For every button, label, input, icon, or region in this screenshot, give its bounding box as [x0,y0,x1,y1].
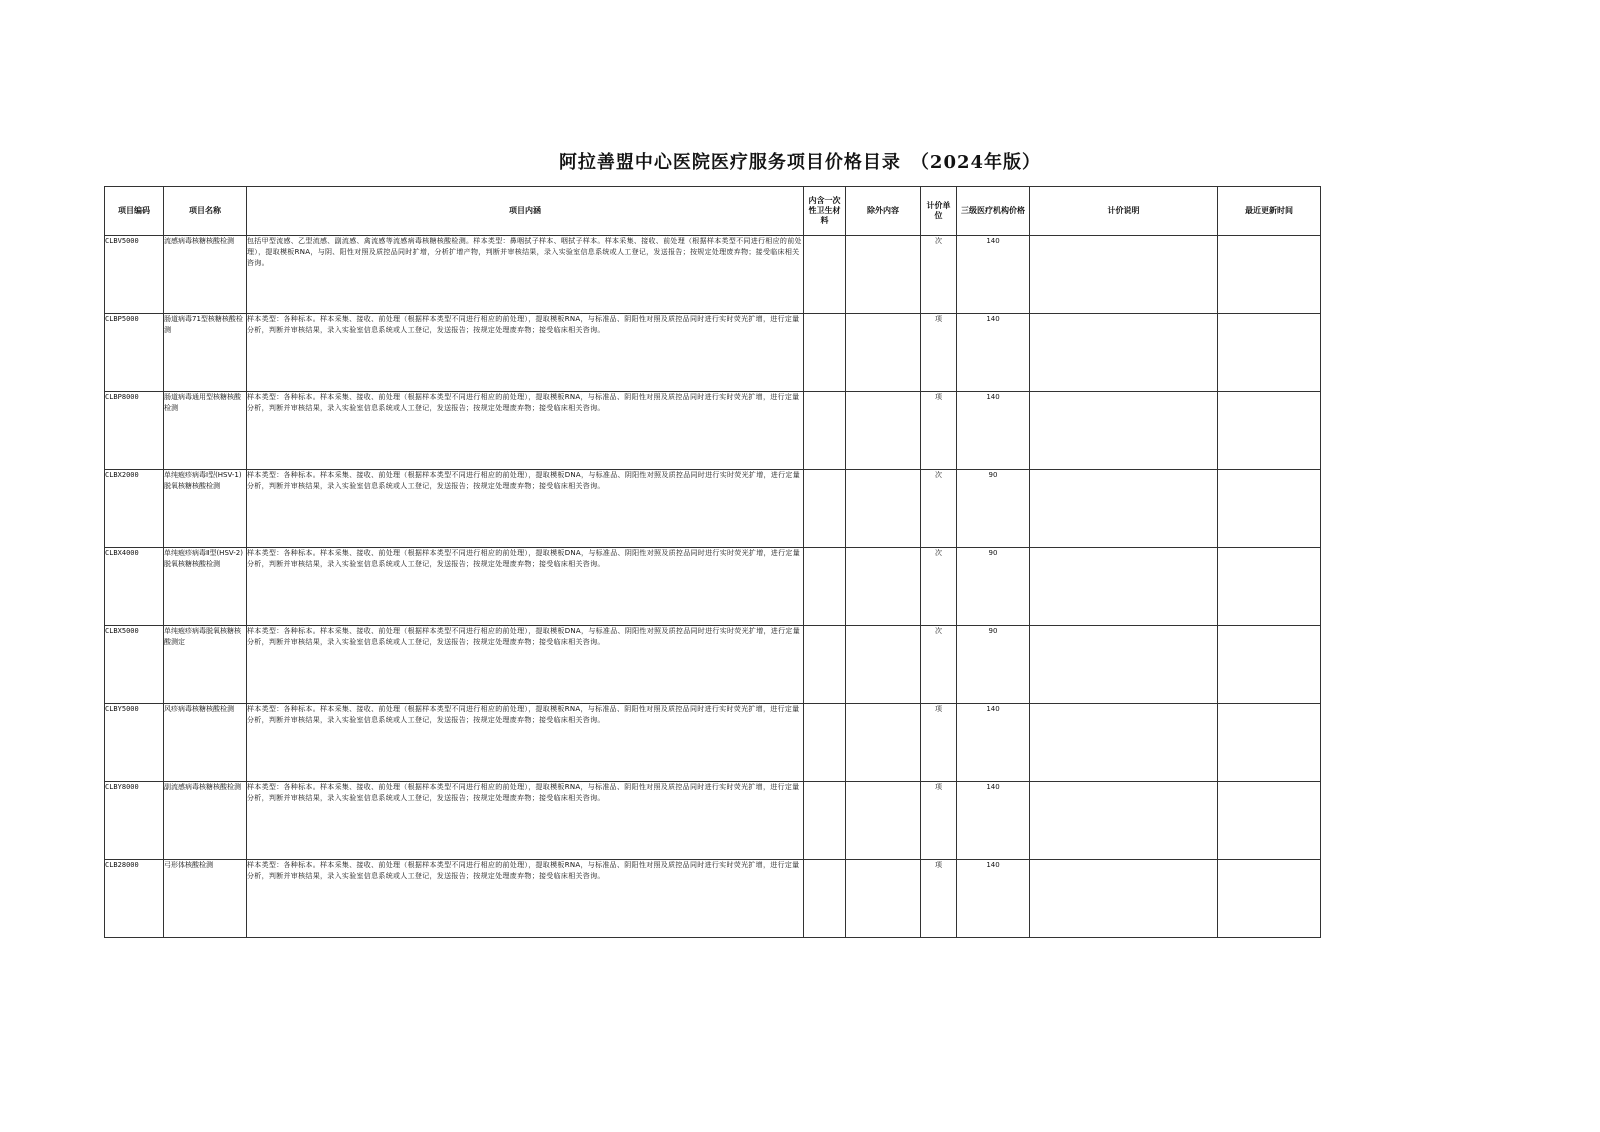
header-material: 内含一次性卫生材料 [804,187,846,236]
cell-price: 140 [957,860,1030,938]
cell-pricing-note [1030,470,1218,548]
cell-code: CLBP5000 [105,314,164,392]
cell-exclusions [846,392,921,470]
cell-unit: 项 [921,704,957,782]
cell-updated [1218,548,1321,626]
cell-name: 副流感病毒核糖核酸检测 [164,782,247,860]
table-body [105,236,1321,938]
cell-content: 样本类型：各种标本。样本采集、接收、前处理（根据样本类型不同进行相应的前处理），提取模板RNA，与标准品、阴阳性对照及质控品同时进行实时荧光扩增，进行定量分析，判断并审核结果，录入实验室信息系统或人工登记，发送报告；按规定处理废弃物；接受临床相关咨询。 [247,392,804,470]
cell-code: CLBY8000 [105,782,164,860]
cell-unit: 项 [921,860,957,938]
cell-code: CLBX5000 [105,626,164,704]
cell-name: 单纯疱疹病毒Ⅱ型(HSV-2)脱氧核糖核酸检测 [164,548,247,626]
cell-content: 样本类型：各种标本。样本采集、接收、前处理（根据样本类型不同进行相应的前处理），提取模板DNA，与标准品、阴阳性对照及质控品同时进行实时荧光扩增，进行定量分析，判断并审核结果，录入实验室信息系统或人工登记，发送报告；按规定处理废弃物；接受临床相关咨询。 [247,470,804,548]
header-price: 三级医疗机构价格 [957,187,1030,236]
cell-unit: 次 [921,548,957,626]
table-row [105,236,1321,314]
table-header [105,187,1321,236]
cell-exclusions [846,236,921,314]
cell-price: 140 [957,782,1030,860]
cell-code: CLBX2000 [105,470,164,548]
cell-material [804,392,846,470]
cell-content: 样本类型：各种标本。样本采集、接收、前处理（根据样本类型不同进行相应的前处理），提取模板RNA，与标准品、阴阳性对照及质控品同时进行实时荧光扩增，进行定量分析，判断并审核结果，录入实验室信息系统或人工登记，发送报告；按规定处理废弃物；接受临床相关咨询。 [247,314,804,392]
cell-updated [1218,314,1321,392]
cell-price: 90 [957,470,1030,548]
cell-exclusions [846,470,921,548]
cell-content: 样本类型：各种标本。样本采集、接收、前处理（根据样本类型不同进行相应的前处理），提取模板RNA，与标准品、阴阳性对照及质控品同时进行实时荧光扩增，进行定量分析，判断并审核结果，录入实验室信息系统或人工登记，发送报告；按规定处理废弃物；接受临床相关咨询。 [247,782,804,860]
cell-updated [1218,860,1321,938]
table-row [105,704,1321,782]
table-row [105,314,1321,392]
cell-exclusions [846,782,921,860]
table-row [105,392,1321,470]
table-row [105,548,1321,626]
cell-content: 样本类型：各种标本。样本采集、接收、前处理（根据样本类型不同进行相应的前处理），提取模板DNA，与标准品、阴阳性对照及质控品同时进行实时荧光扩增，进行定量分析，判断并审核结果，录入实验室信息系统或人工登记，发送报告；按规定处理废弃物；接受临床相关咨询。 [247,548,804,626]
table-row [105,860,1321,938]
cell-code: CLBX4000 [105,548,164,626]
cell-material [804,548,846,626]
cell-content: 样本类型：各种标本。样本采集、接收、前处理（根据样本类型不同进行相应的前处理），提取模板RNA，与标准品、阴阳性对照及质控品同时进行实时荧光扩增，进行定量分析，判断并审核结果，录入实验室信息系统或人工登记，发送报告；按规定处理废弃物；接受临床相关咨询。 [247,860,804,938]
cell-name: 风疹病毒核糖核酸检测 [164,704,247,782]
cell-material [804,314,846,392]
cell-pricing-note [1030,782,1218,860]
cell-price: 90 [957,548,1030,626]
cell-pricing-note [1030,704,1218,782]
cell-updated [1218,470,1321,548]
price-catalog-table [104,186,1321,938]
cell-content: 包括甲型流感、乙型流感、副流感、禽流感等流感病毒核糖核酸检测。样本类型：鼻咽拭子样本、咽拭子样本。样本采集、接收、前处理（根据样本类型不同进行相应的前处理），提取模板RNA，与阴、阳性对照及质控品同时扩增，分析扩增产物，判断并审核结果，录入实验室信息系统或人工登记，发送报告；按规定处理废弃物；接受临床相关咨询。 [247,236,804,314]
cell-updated [1218,782,1321,860]
table-row [105,470,1321,548]
cell-price: 140 [957,704,1030,782]
cell-unit: 次 [921,470,957,548]
page-title: 阿拉善盟中心医院医疗服务项目价格目录 （2024年版） [558,152,1042,173]
cell-exclusions [846,860,921,938]
cell-pricing-note [1030,548,1218,626]
cell-pricing-note [1030,314,1218,392]
cell-material [804,782,846,860]
cell-unit: 次 [921,626,957,704]
header-pricing-note: 计价说明 [1030,187,1218,236]
cell-price: 140 [957,392,1030,470]
cell-price: 140 [957,236,1030,314]
cell-unit: 项 [921,314,957,392]
header-unit: 计价单位 [921,187,957,236]
cell-pricing-note [1030,626,1218,704]
cell-name: 单纯疱疹病毒Ⅰ型(HSV-1)脱氧核糖核酸检测 [164,470,247,548]
cell-exclusions [846,548,921,626]
cell-code: CLBY5000 [105,704,164,782]
cell-exclusions [846,314,921,392]
cell-code: CLBP8000 [105,392,164,470]
cell-material [804,470,846,548]
cell-updated [1218,704,1321,782]
header-updated: 最近更新时间 [1218,187,1321,236]
header-row [105,187,1321,236]
cell-exclusions [846,704,921,782]
cell-price: 90 [957,626,1030,704]
cell-updated [1218,392,1321,470]
cell-material [804,704,846,782]
cell-code: CLBV5000 [105,236,164,314]
cell-material [804,236,846,314]
table-row [105,626,1321,704]
cell-name: 流感病毒核糖核酸检测 [164,236,247,314]
cell-price: 140 [957,314,1030,392]
cell-updated [1218,236,1321,314]
cell-unit: 项 [921,782,957,860]
cell-pricing-note [1030,392,1218,470]
cell-exclusions [846,626,921,704]
cell-material [804,626,846,704]
cell-material [804,860,846,938]
header-code: 项目编码 [105,187,164,236]
cell-unit: 次 [921,236,957,314]
header-name: 项目名称 [164,187,247,236]
cell-unit: 项 [921,392,957,470]
cell-name: 肠道病毒71型核糖核酸检测 [164,314,247,392]
cell-code: CLB28000 [105,860,164,938]
cell-pricing-note [1030,236,1218,314]
cell-name: 肠道病毒通用型核糖核酸检测 [164,392,247,470]
cell-name: 弓形体核酸检测 [164,860,247,938]
header-content: 项目内涵 [247,187,804,236]
cell-content: 样本类型：各种标本。样本采集、接收、前处理（根据样本类型不同进行相应的前处理），提取模板DNA，与标准品、阴阳性对照及质控品同时进行实时荧光扩增，进行定量分析，判断并审核结果，录入实验室信息系统或人工登记，发送报告；按规定处理废弃物；接受临床相关咨询。 [247,626,804,704]
cell-content: 样本类型：各种标本。样本采集、接收、前处理（根据样本类型不同进行相应的前处理），提取模板RNA，与标准品、阴阳性对照及质控品同时进行实时荧光扩增，进行定量分析，判断并审核结果，录入实验室信息系统或人工登记，发送报告；按规定处理废弃物；接受临床相关咨询。 [247,704,804,782]
cell-updated [1218,626,1321,704]
table-row [105,782,1321,860]
header-exclusions: 除外内容 [846,187,921,236]
cell-name: 单纯疱疹病毒脱氧核糖核酸测定 [164,626,247,704]
cell-pricing-note [1030,860,1218,938]
